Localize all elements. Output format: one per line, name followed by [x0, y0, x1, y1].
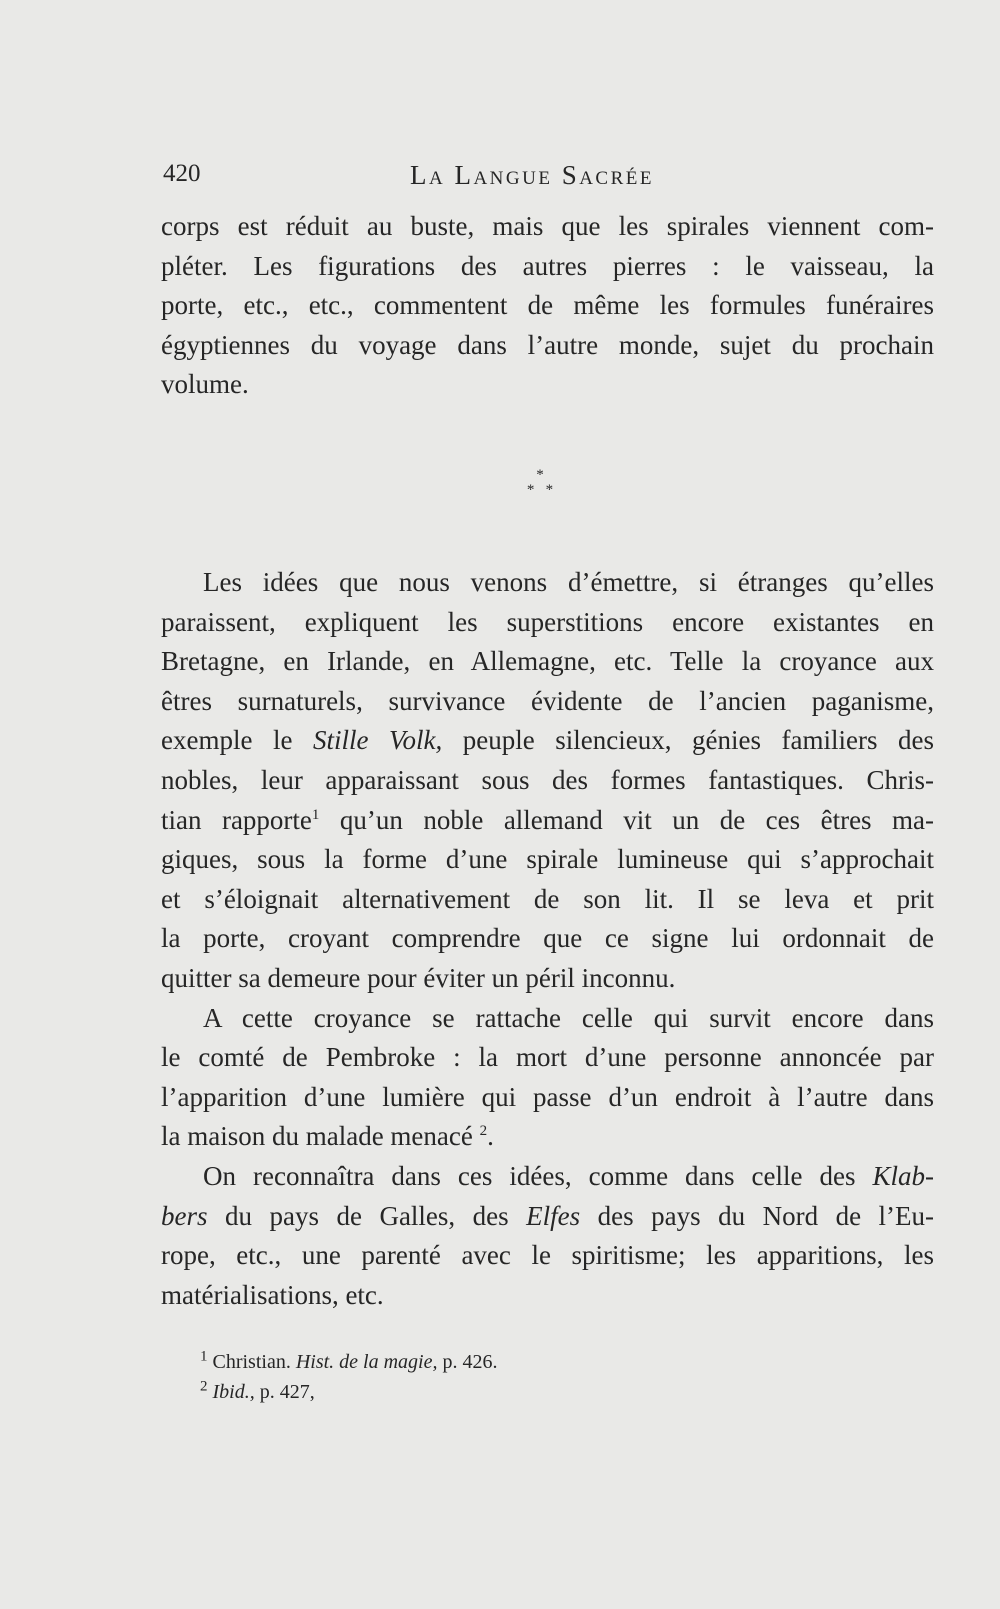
footnotes: [200, 1347, 800, 1407]
text-line: êtres surnaturels, survivance évidente de l’ancien paganisme,: [161, 685, 934, 716]
text-line: quitter sa demeure pour éviter un péril inconnu.: [161, 962, 676, 993]
text-line: paraissent, expliquent les superstitions encore existantes en: [161, 606, 934, 637]
asterism-stars-bottom: * *: [526, 482, 554, 498]
text-line: la porte, croyant comprendre que ce signe lui ordonnait de: [161, 923, 934, 954]
text-line: On reconnaîtra dans ces idées, comme dans celle des Klab-: [203, 1160, 934, 1191]
text-line: volume.: [161, 369, 249, 400]
page-number: 420: [163, 160, 201, 187]
text-line: tian rapporte$^1$ qu’un noble allemand vit un de ces êtres ma-: [161, 804, 935, 835]
text-line: A cette croyance se rattache celle qui survit encore dans: [203, 1002, 934, 1033]
text-line: exemple le Stille Volk, peuple silencieux, génies familiers des: [161, 725, 934, 756]
footnote-2: $^2$ Ibid., p. 427,: [200, 1378, 315, 1403]
text-line: porte, etc., etc., commentent de même les formules funéraires: [161, 290, 934, 321]
italic-term: Stille Volk,: [313, 725, 443, 756]
running-head: [163, 160, 913, 196]
footnote-1: $^1$ Christian. Hist. de la magie, p. 426.: [200, 1348, 498, 1373]
text-line: corps est réduit au buste, mais que les spirales viennent com-: [161, 211, 934, 241]
footnote-ref-2: 2: [479, 1123, 488, 1140]
text-line: bers du pays de Galles, des Elfes des pays du Nord de l’Eu-: [161, 1200, 935, 1231]
text-line: Bretagne, en Irlande, en Allemagne, etc. Telle la croyance aux: [161, 646, 934, 677]
italic-term: Elfes: [526, 1200, 581, 1231]
asterism-star-top: *: [536, 467, 544, 483]
main-text: [161, 563, 934, 1315]
footnote-ref-1: 1: [311, 806, 320, 823]
text-line: pléter. Les figurations des autres pierres : le vaisseau, la: [161, 250, 934, 281]
text-line: matérialisations, etc.: [161, 1279, 384, 1310]
section-asterism: [520, 468, 560, 508]
text-line: l’apparition d’une lumière qui passe d’un endroit à l’autre dans: [161, 1081, 934, 1112]
text-line: Les idées que nous venons d’émettre, si étranges qu’elles: [203, 567, 934, 597]
running-title: La Langue Sacrée: [410, 160, 654, 190]
italic-term: bers: [161, 1200, 208, 1231]
text-line: le comté de Pembroke : la mort d’une personne annoncée par: [161, 1042, 934, 1073]
text-line: rope, etc., une parenté avec le spiritisme; les apparitions, les: [161, 1240, 934, 1271]
text-line: giques, sous la forme d’une spirale lumineuse qui s’approchait: [161, 844, 934, 875]
text-line: et s’éloignait alternativement de son lit. Il se leva et prit: [161, 883, 934, 914]
italic-term: Klab-: [872, 1160, 934, 1191]
text-line: nobles, leur apparaissant sous des formes fantastiques. Chris-: [161, 764, 934, 795]
text-line: la maison du malade menacé $^2$.: [161, 1121, 494, 1152]
paragraph-1: [161, 207, 934, 405]
text-line: égyptiennes du voyage dans l’autre monde, sujet du prochain: [161, 329, 934, 360]
